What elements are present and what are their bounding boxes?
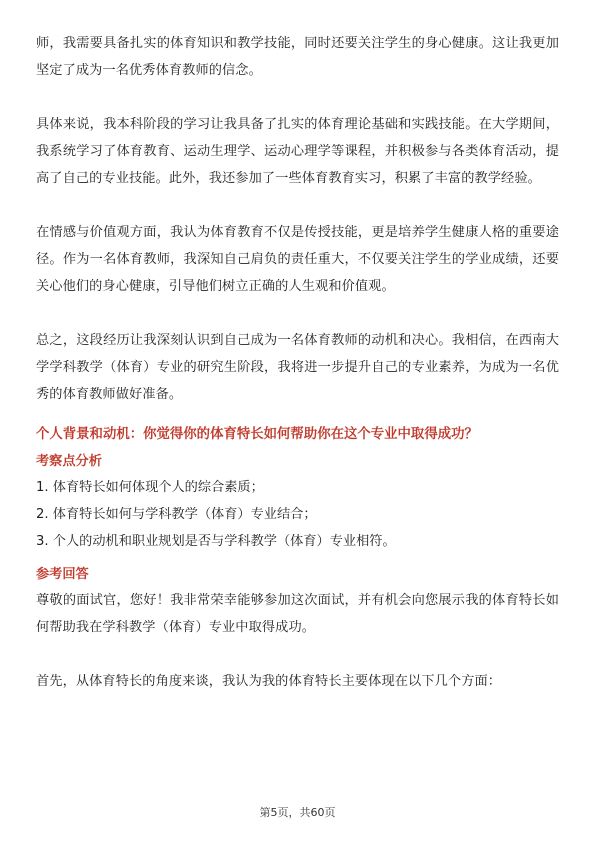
analysis-heading: 考察点分析 bbox=[36, 454, 102, 469]
paragraph-continuation: 师，我需要具备扎实的体育知识和教学技能，同时还要关注学生的身心健康。这让我更加坚定了成为一名优秀体育教师的信念。 bbox=[36, 36, 559, 78]
analysis-point: 3. 个人的动机和职业规划是否与学科教学（体育）专业相符。 bbox=[36, 534, 396, 549]
reference-paragraph-greeting: 尊敬的面试官，您好！我非常荣幸能够参加这次面试，并有机会向您展示我的体育特长如何帮助我在学科教学（体育）专业中取得成功。 bbox=[36, 593, 559, 635]
paragraph-conclusion: 总之，这段经历让我深刻认识到自己成为一名体育教师的动机和决心。我相信，在西南大学学科教学（体育）专业的研究生阶段，我将进一步提升自己的专业素养，为成为一名优秀的体育教师做好准备。 bbox=[36, 333, 559, 402]
paragraph-values: 在情感与价值观方面，我认为体育教育不仅是传授技能，更是培养学生健康人格的重要途径。作为一名体育教师，我深知自己肩负的责任重大，不仅要关注学生的学业成绩，还要关心他们的身心健康，引导他们树立正确的人生观和价值观。 bbox=[36, 225, 559, 294]
analysis-point: 2. 体育特长如何与学科教学（体育）专业结合； bbox=[36, 507, 317, 522]
paragraph-gap bbox=[36, 192, 559, 219]
paragraph-gap bbox=[36, 300, 559, 327]
reference-heading: 参考回答 bbox=[36, 567, 89, 582]
paragraph-gap bbox=[36, 641, 559, 668]
page-number-footer: 第5页，共60页 bbox=[259, 806, 336, 819]
page-content bbox=[36, 30, 559, 695]
paragraph-gap bbox=[36, 84, 559, 111]
paragraph-undergraduate-study: 具体来说，我本科阶段的学习让我具备了扎实的体育理论基础和实践技能。在大学期间，我系统学习了体育教育、运动生理学、运动心理学等课程，并积极参与各类体育活动，提高了自己的专业技能。此外，我还参加了一些体育教育实习，积累了丰富的教学经验。 bbox=[36, 117, 559, 186]
analysis-point: 1. 体育特长如何体现个人的综合素质； bbox=[36, 480, 264, 495]
reference-paragraph-first: 首先，从体育特长的角度来谈，我认为我的体育特长主要体现在以下几个方面： bbox=[36, 674, 502, 689]
analysis-points bbox=[36, 474, 559, 555]
interview-question: 个人背景和动机：你觉得你的体育特长如何帮助你在这个专业中取得成功？ bbox=[36, 427, 478, 442]
